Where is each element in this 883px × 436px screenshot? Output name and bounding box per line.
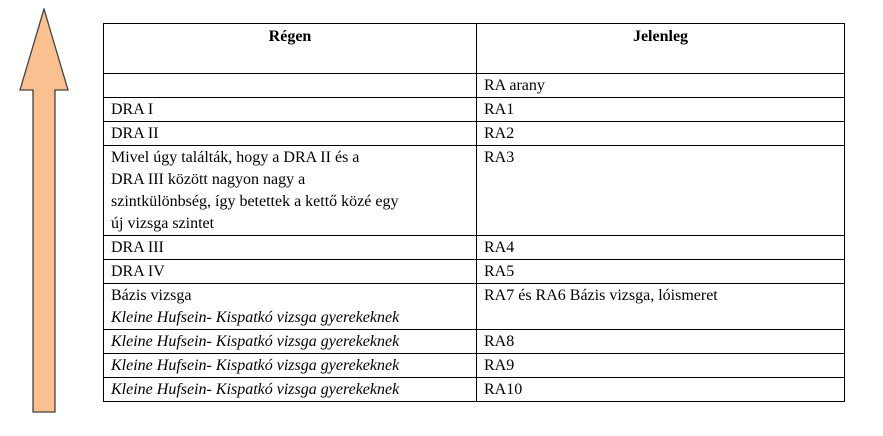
table-row xyxy=(104,98,845,122)
cell-regen-line: Kleine Hufsein- Kispatkó vizsga gyerekeknek xyxy=(111,381,400,398)
header-regen: Régen xyxy=(104,24,477,74)
table-row xyxy=(104,122,845,146)
cell-regen-line: Kleine Hufsein- Kispatkó vizsga gyerekeknek xyxy=(111,357,400,374)
cell-jelenleg: RA5 xyxy=(477,260,845,284)
table-row xyxy=(104,236,845,260)
cell-regen-line: DRA IV xyxy=(111,263,165,280)
cell-regen-line: DRA III xyxy=(111,239,164,256)
cell-regen-line: Mivel úgy találták, hogy a DRA II és a xyxy=(111,149,360,166)
cell-jelenleg: RA8 xyxy=(477,330,845,354)
header-jelenleg: Jelenleg xyxy=(477,24,845,74)
table-row xyxy=(104,284,845,330)
table-row xyxy=(104,146,845,236)
cell-regen-line: új vizsga szintet xyxy=(111,215,215,232)
cell-jelenleg: RA9 xyxy=(477,354,845,378)
exam-levels-table xyxy=(103,23,845,402)
cell-jelenleg: RA10 xyxy=(477,378,845,402)
table-row xyxy=(104,74,845,98)
cell-regen xyxy=(104,146,477,236)
table-row xyxy=(104,260,845,284)
table-body xyxy=(104,74,845,402)
cell-regen-line: szintkülönbség, így betettek a kettő közé egy xyxy=(111,193,399,210)
cell-regen xyxy=(104,284,477,330)
cell-jelenleg: RA7 és RA6 Bázis vizsga, lóismeret xyxy=(477,284,845,330)
table-row xyxy=(104,354,845,378)
cell-regen-line: DRA III között nagyon nagy a xyxy=(111,171,306,188)
cell-jelenleg: RA1 xyxy=(477,98,845,122)
cell-regen xyxy=(104,378,477,402)
cell-jelenleg: RA2 xyxy=(477,122,845,146)
up-arrow-icon xyxy=(18,8,70,414)
cell-regen xyxy=(104,260,477,284)
cell-regen-line: DRA I xyxy=(111,101,154,118)
cell-regen xyxy=(104,354,477,378)
table-row xyxy=(104,378,845,402)
cell-jelenleg: RA4 xyxy=(477,236,845,260)
cell-regen-line: DRA II xyxy=(111,125,159,142)
cell-regen xyxy=(104,98,477,122)
cell-regen-line: Bázis vizsga xyxy=(111,287,192,304)
cell-regen xyxy=(104,122,477,146)
table-header-row xyxy=(104,24,845,74)
cell-regen xyxy=(104,74,477,98)
cell-jelenleg: RA arany xyxy=(477,74,845,98)
cell-regen xyxy=(104,236,477,260)
table-row xyxy=(104,330,845,354)
up-arrow-shape xyxy=(20,9,68,412)
cell-jelenleg: RA3 xyxy=(477,146,845,236)
cell-regen-line: Kleine Hufsein- Kispatkó vizsga gyerekeknek xyxy=(111,309,400,326)
cell-regen xyxy=(104,330,477,354)
cell-regen-line: Kleine Hufsein- Kispatkó vizsga gyerekeknek xyxy=(111,333,400,350)
